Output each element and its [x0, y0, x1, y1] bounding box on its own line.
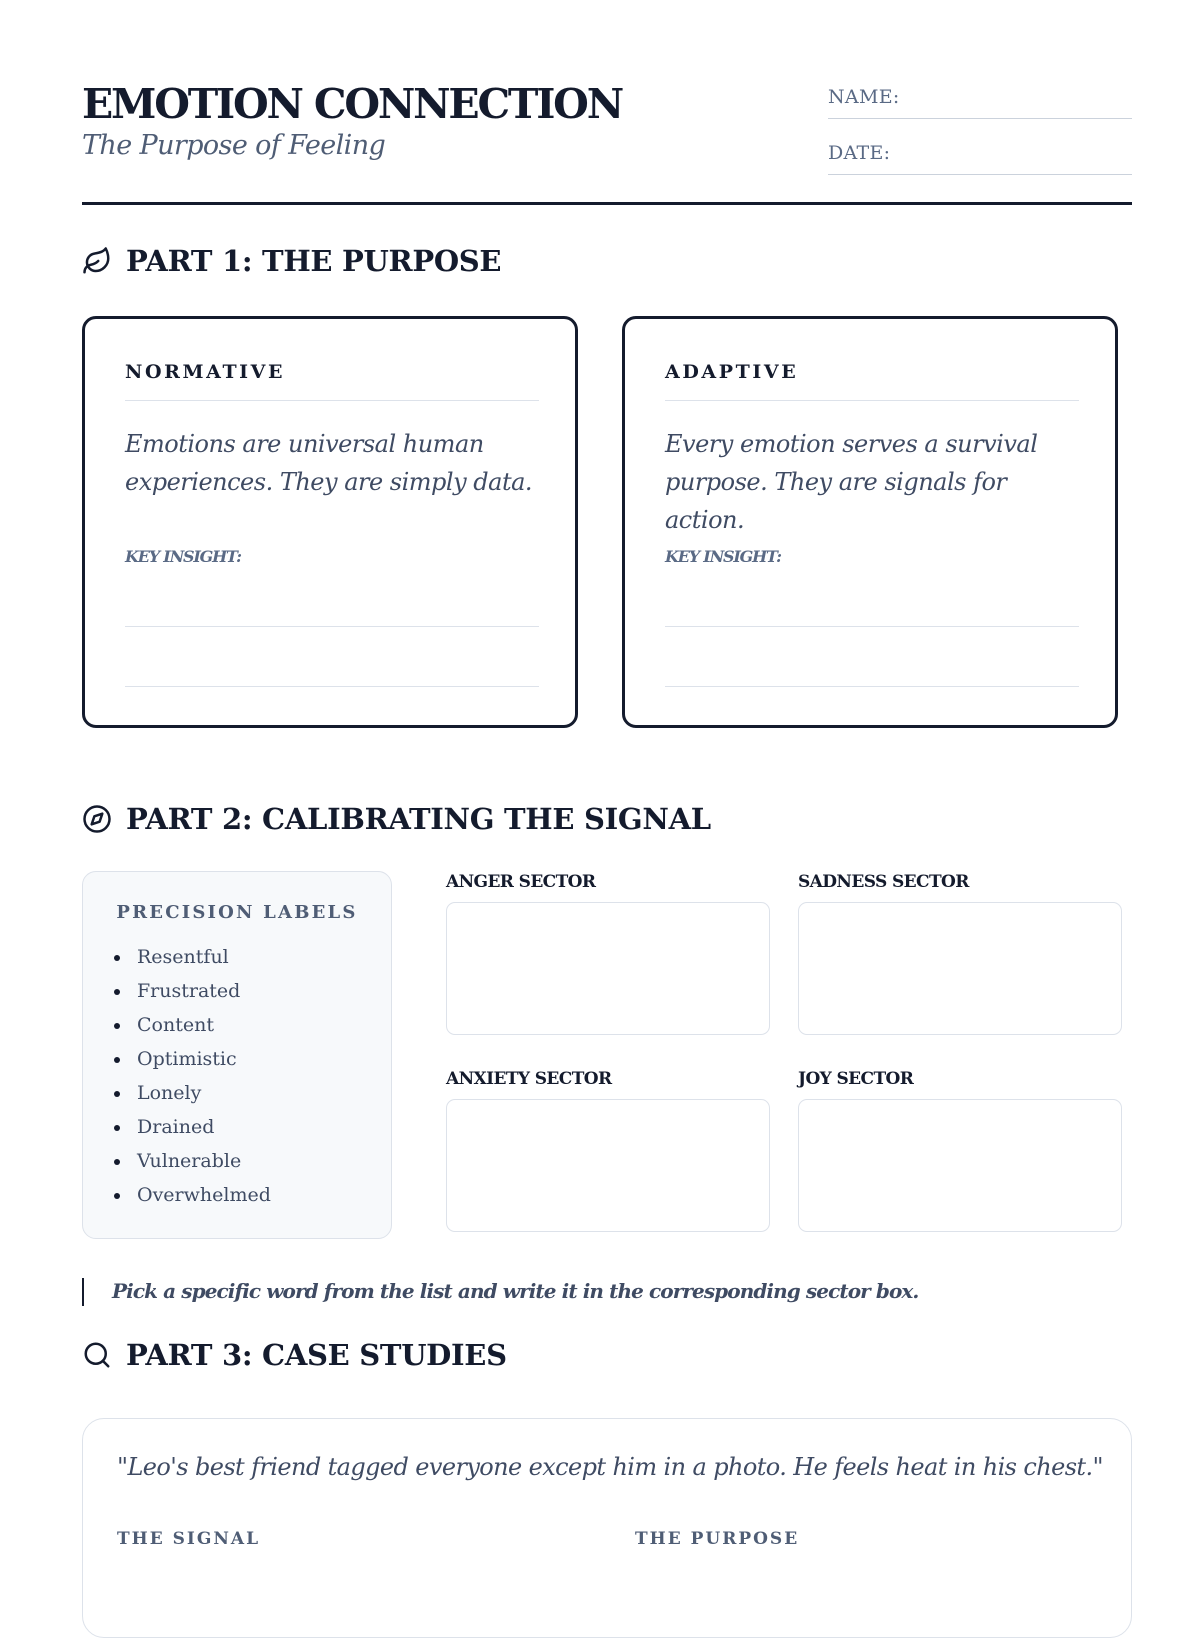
- anger-sector-box[interactable]: [446, 902, 770, 1035]
- part2-heading: [82, 802, 711, 836]
- label-item: Drained: [137, 1115, 271, 1149]
- label-item: Content: [137, 1013, 271, 1047]
- joy-sector-label: JOY SECTOR: [798, 1069, 914, 1089]
- label-item: Resentful: [137, 945, 271, 979]
- normative-description: Emotions are universal human experiences. They are simply data.: [125, 430, 533, 496]
- label-item: Lonely: [137, 1081, 271, 1115]
- signal-label: THE SIGNAL: [117, 1529, 261, 1549]
- precision-labels-title: PRECISION LABELS: [116, 902, 358, 923]
- precision-labels-list: [137, 945, 271, 1217]
- search-icon: [82, 1340, 112, 1370]
- instruction-note: Pick a specific word from the list and write it in the corresponding sector box.: [82, 1278, 918, 1306]
- purpose-label: THE PURPOSE: [635, 1529, 800, 1549]
- label-item: Frustrated: [137, 979, 271, 1013]
- label-item: Optimistic: [137, 1047, 271, 1081]
- normative-write-line[interactable]: [125, 626, 539, 627]
- adaptive-write-line[interactable]: [665, 626, 1079, 627]
- page-title: EMOTION CONNECTION: [82, 80, 622, 128]
- date-input[interactable]: [900, 138, 1132, 170]
- part1-title: PART 1: THE PURPOSE: [126, 244, 502, 278]
- sadness-sector-box[interactable]: [798, 902, 1122, 1035]
- part3-title: PART 3: CASE STUDIES: [126, 1338, 507, 1372]
- adaptive-label: ADAPTIVE: [665, 359, 1079, 401]
- worksheet-header: [82, 74, 1132, 205]
- case-quote: "Leo's best friend tagged everyone except him in a photo. He feels heat in his chest.": [117, 1453, 1103, 1481]
- compass-icon: [82, 804, 112, 834]
- name-label: NAME:: [828, 86, 900, 108]
- date-label: DATE:: [828, 142, 891, 164]
- case-study-card: [82, 1418, 1132, 1638]
- adaptive-description: Every emotion serves a survival purpose. They are signals for action.: [665, 430, 1038, 534]
- adaptive-key-insight-label: KEY INSIGHT:: [665, 547, 781, 566]
- label-item: Vulnerable: [137, 1149, 271, 1183]
- part1-heading: [82, 244, 501, 278]
- precision-labels-panel: [82, 871, 392, 1239]
- joy-sector-box[interactable]: [798, 1099, 1122, 1232]
- anxiety-sector-box[interactable]: [446, 1099, 770, 1232]
- label-item: Overwhelmed: [137, 1183, 271, 1217]
- worksheet-page: [82, 0, 1132, 1600]
- leaf-icon: [82, 246, 112, 276]
- name-input[interactable]: [900, 82, 1132, 114]
- sadness-sector-label: SADNESS SECTOR: [798, 872, 969, 892]
- normative-write-line[interactable]: [125, 686, 539, 687]
- date-field: [828, 136, 1132, 175]
- adaptive-write-line[interactable]: [665, 686, 1079, 687]
- page-subtitle: The Purpose of Feeling: [82, 130, 386, 161]
- anxiety-sector-label: ANXIETY SECTOR: [446, 1069, 612, 1089]
- anger-sector-label: ANGER SECTOR: [446, 872, 596, 892]
- part3-heading: [82, 1338, 507, 1372]
- normative-label: NORMATIVE: [125, 359, 539, 401]
- part2-title: PART 2: CALIBRATING THE SIGNAL: [126, 802, 711, 836]
- normative-key-insight-label: KEY INSIGHT:: [125, 547, 241, 566]
- name-field: [828, 80, 1132, 119]
- adaptive-card: [622, 316, 1118, 728]
- normative-card: [82, 316, 578, 728]
